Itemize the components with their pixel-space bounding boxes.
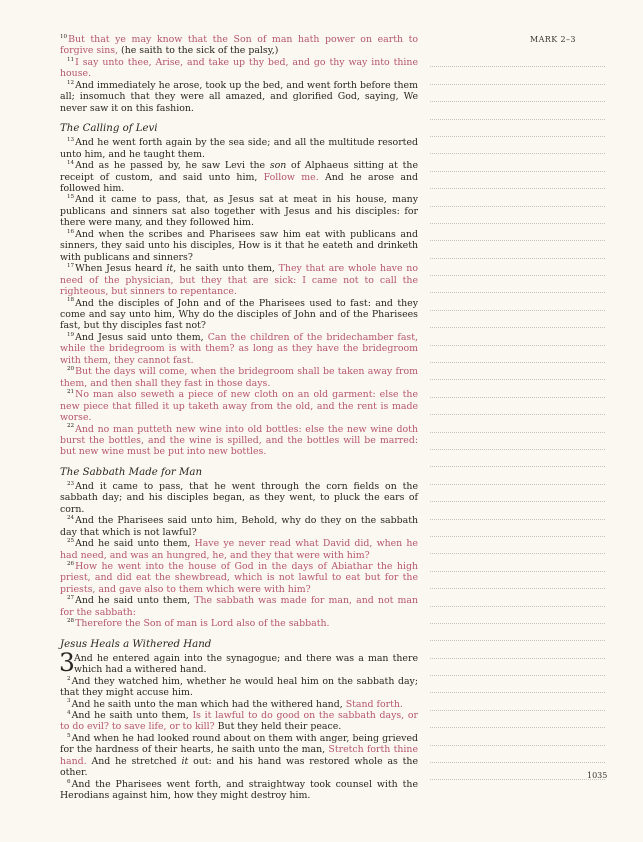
verse-text: And he said unto them, [75, 538, 195, 550]
verse-number: 19 [67, 331, 75, 338]
running-head: MARK 2–3 [530, 35, 576, 44]
verse-text: And Jesus said unto them, [75, 331, 208, 343]
scripture-text-column [60, 34, 418, 802]
verse-number: 20 [67, 366, 75, 373]
verse-text: And immediately he arose, took up the bed, and went forth before them all; insomuch that they were all amazed, and glorified God, saying, We never saw it on this fashion. [60, 79, 418, 114]
verse-number: 26 [67, 560, 75, 567]
verse [60, 424, 418, 458]
verse-text: And he saith unto them, [71, 710, 193, 722]
verse-text: And as he passed by, he saw Levi the [75, 160, 270, 172]
verse-text: But they held their peace. [214, 721, 342, 733]
journal-line[interactable] [430, 398, 605, 415]
verse [60, 481, 418, 515]
words-of-jesus: But the days will come, when the bridegroom shall be taken away from them, and then shall they fast in those days. [60, 366, 418, 389]
verse-number: 25 [67, 538, 75, 544]
verse [60, 538, 418, 561]
words-of-jesus: Follow me. [263, 171, 319, 183]
verse-text: And the Pharisees said unto him, Behold, why do they on the sabbath day that which is not lawful? [60, 515, 418, 538]
verse-number: 11 [67, 56, 75, 63]
verse [60, 263, 418, 297]
journal-line[interactable] [430, 415, 605, 432]
verse-number: 10 [60, 33, 68, 40]
verse-text: of Alphaeus sitting at the receipt of custom, and said unto him, [60, 160, 419, 183]
verse-text: And he said unto them, [75, 595, 195, 607]
verse-text: When Jesus heard [75, 263, 167, 275]
verse [60, 618, 418, 629]
verse-text: , he saith unto them, [173, 263, 279, 275]
verse-number: 15 [67, 194, 75, 201]
section-heading: The Sabbath Made for Man [60, 466, 203, 478]
verse-text: out: and his hand was restored whole as the other. [60, 755, 418, 779]
verse-number: 12 [67, 79, 75, 86]
words-of-jesus: I say unto thee, Arise, and take up thy bed, and go thy way into thine house. [60, 56, 418, 80]
verse [60, 779, 418, 802]
journal-line[interactable] [430, 467, 605, 484]
verse [60, 515, 418, 538]
verse [60, 389, 418, 423]
words-of-jesus: Stand forth. [345, 698, 403, 710]
verse [60, 194, 418, 228]
journal-line[interactable] [430, 120, 605, 137]
section-heading: Jesus Heals a Withered Hand [60, 638, 212, 650]
verse-text: And it came to pass, that he went through the corn fields on the sabbath day; and his disciples began, as they went, to pluck the ears of corn. [60, 480, 418, 515]
journal-line[interactable] [430, 659, 605, 676]
journal-line[interactable] [430, 207, 605, 224]
journal-line[interactable] [430, 676, 605, 693]
journal-line[interactable] [430, 537, 605, 554]
journaling-lines-area[interactable] [430, 50, 608, 780]
verse [60, 366, 418, 389]
verse-number: 27 [67, 595, 75, 602]
verse [60, 676, 418, 699]
italic-supplied-word: son [269, 160, 287, 172]
journal-line[interactable] [430, 224, 605, 241]
chapter-number: 3 [59, 647, 75, 677]
verse-text: And when he had looked round about on them with anger, being grieved for the hardness of their hearts, he saith unto the man, [60, 732, 418, 756]
verse-number: 16 [67, 228, 75, 235]
journal-line[interactable] [430, 693, 605, 710]
verse [60, 34, 418, 57]
words-of-jesus: How he went into the house of God in the days of Abiathar the high priest, and did eat the shewbread, which is not lawful to eat but for the priests, and gave also to them which were with him? [60, 561, 418, 595]
verse-number: 18 [67, 297, 75, 304]
journal-line[interactable] [430, 346, 605, 363]
journal-line[interactable] [430, 293, 605, 310]
verse-text: And when the scribes and Pharisees saw him eat with publicans and sinners, they said unto his disciples, How is it that he eateth and drinketh with publicans and sinners? [60, 228, 418, 263]
verse [60, 298, 418, 332]
verse-number: 21 [67, 389, 75, 396]
verse [60, 229, 418, 263]
verse [60, 57, 418, 80]
journal-line[interactable] [430, 172, 605, 189]
italic-supplied-word: it [181, 755, 189, 767]
words-of-jesus: They that are whole have no need of the physician, but they that are sick: I came not to call the righteous, but sinners to repentance. [60, 263, 418, 298]
journal-line[interactable] [430, 311, 605, 328]
journal-line[interactable] [430, 502, 605, 519]
journal-line[interactable] [430, 607, 605, 624]
section-heading: The Calling of Levi [60, 123, 158, 135]
journal-line[interactable] [430, 50, 605, 67]
journal-line[interactable] [430, 711, 605, 728]
verse [60, 733, 418, 779]
journal-line[interactable] [430, 624, 605, 641]
verse-text: And it came to pass, that, as Jesus sat at meat in his house, many publicans and sinners sat also together with Jesus and his disciples: for there were many, and they followed him. [60, 194, 418, 229]
verse-number: 2 [67, 675, 71, 682]
journal-line[interactable] [430, 276, 605, 293]
journal-line[interactable] [430, 572, 605, 589]
verse [60, 137, 418, 160]
verse-number: 22 [67, 423, 75, 430]
verse [60, 332, 418, 366]
verse-text: And he arose and followed him. [60, 171, 419, 194]
verse-text: And he went forth again by the sea side; and all the multitude resorted unto him, and he taught them. [60, 137, 418, 160]
chapter-opening-verse [59, 647, 418, 677]
journal-line[interactable] [430, 380, 605, 397]
journal-line[interactable] [430, 763, 608, 780]
verse-number: 3 [67, 698, 71, 705]
verse-text: And he entered again into the synagogue; and there was a man there which had a withered hand. [74, 652, 418, 676]
journal-line[interactable] [430, 189, 605, 206]
journal-line[interactable] [430, 363, 605, 380]
journal-line[interactable] [430, 102, 605, 119]
words-of-jesus: Can the children of the bridechamber fast, while the bridegroom is with them? as long as they have the bridegroom with them, they cannot fast. [60, 331, 418, 366]
words-of-jesus: Stretch forth thine hand. [60, 744, 418, 767]
journal-line[interactable] [430, 67, 605, 84]
verse-text: And he saith unto the man which had the withered hand, [71, 698, 346, 710]
journal-line[interactable] [430, 589, 605, 606]
verse-text: And they watched him, whether he would heal him on the sabbath day; that they might accuse him. [60, 675, 418, 699]
verse [60, 561, 418, 595]
verse-text: And the disciples of John and of the Pharisees used to fast: and they come and say unto him, Why do the disciples of John and of the Pharisees fast, but thy disciples fast not? [60, 297, 418, 332]
verse-text: (he saith to the sick of the palsy,) [118, 45, 279, 57]
verse-text: And he stretched [86, 755, 182, 767]
journal-line[interactable] [430, 485, 605, 502]
journal-line[interactable] [430, 746, 605, 763]
page-number: 1035 [587, 771, 608, 780]
words-of-jesus: And no man putteth new wine into old bottles: else the new wine doth burst the bottles, and the wine is spilled, and the bottles will be marred: but new wine must be put into new bottles. [60, 423, 418, 458]
journal-line[interactable] [430, 154, 605, 171]
verse-number: 28 [67, 618, 75, 625]
journal-line[interactable] [430, 554, 605, 571]
journal-line[interactable] [430, 328, 605, 345]
verse-number: 5 [67, 732, 71, 739]
journal-line[interactable] [430, 641, 605, 658]
verse-number: 13 [67, 137, 75, 144]
words-of-jesus: Is it lawful to do good on the sabbath days, or to do evil? to save life, or to kill? [60, 710, 418, 733]
words-of-jesus: No man also seweth a piece of new cloth on an old garment: else the new piece that filled it up taketh away from the old, and the rent is made worse. [60, 389, 418, 424]
verse-text: And the Pharisees went forth, and straightway took counsel with the Herodians against him, how they might destroy him. [60, 778, 418, 802]
words-of-jesus: Have ye never read what David did, when he had need, and was an hungred, he, and they that were with him? [60, 538, 418, 561]
words-of-jesus: The sabbath was made for man, and not man for the sabbath: [60, 595, 418, 618]
verse-number: 17 [67, 263, 75, 270]
italic-supplied-word: it [166, 263, 174, 275]
verse [60, 710, 418, 733]
verse-number: 23 [67, 480, 75, 487]
verse-number: 6 [67, 778, 71, 785]
words-of-jesus: Therefore the Son of man is Lord also of the sabbath. [75, 618, 330, 630]
journal-line[interactable] [430, 728, 605, 745]
verse-number: 24 [67, 515, 75, 522]
journal-line[interactable] [430, 85, 605, 102]
verse [60, 699, 418, 710]
words-of-jesus: But that ye may know that the Son of man hath power on earth to forgive sins, [60, 34, 418, 57]
verse-number: 4 [67, 709, 71, 716]
journal-line[interactable] [430, 259, 605, 276]
journal-line[interactable] [430, 520, 605, 537]
verse [60, 160, 418, 194]
verse-number: 14 [67, 159, 75, 166]
journal-line[interactable] [430, 433, 605, 450]
verse [60, 80, 418, 114]
journal-line[interactable] [430, 137, 605, 154]
journal-line[interactable] [430, 450, 605, 467]
journal-line[interactable] [430, 241, 605, 258]
verse [60, 595, 418, 618]
